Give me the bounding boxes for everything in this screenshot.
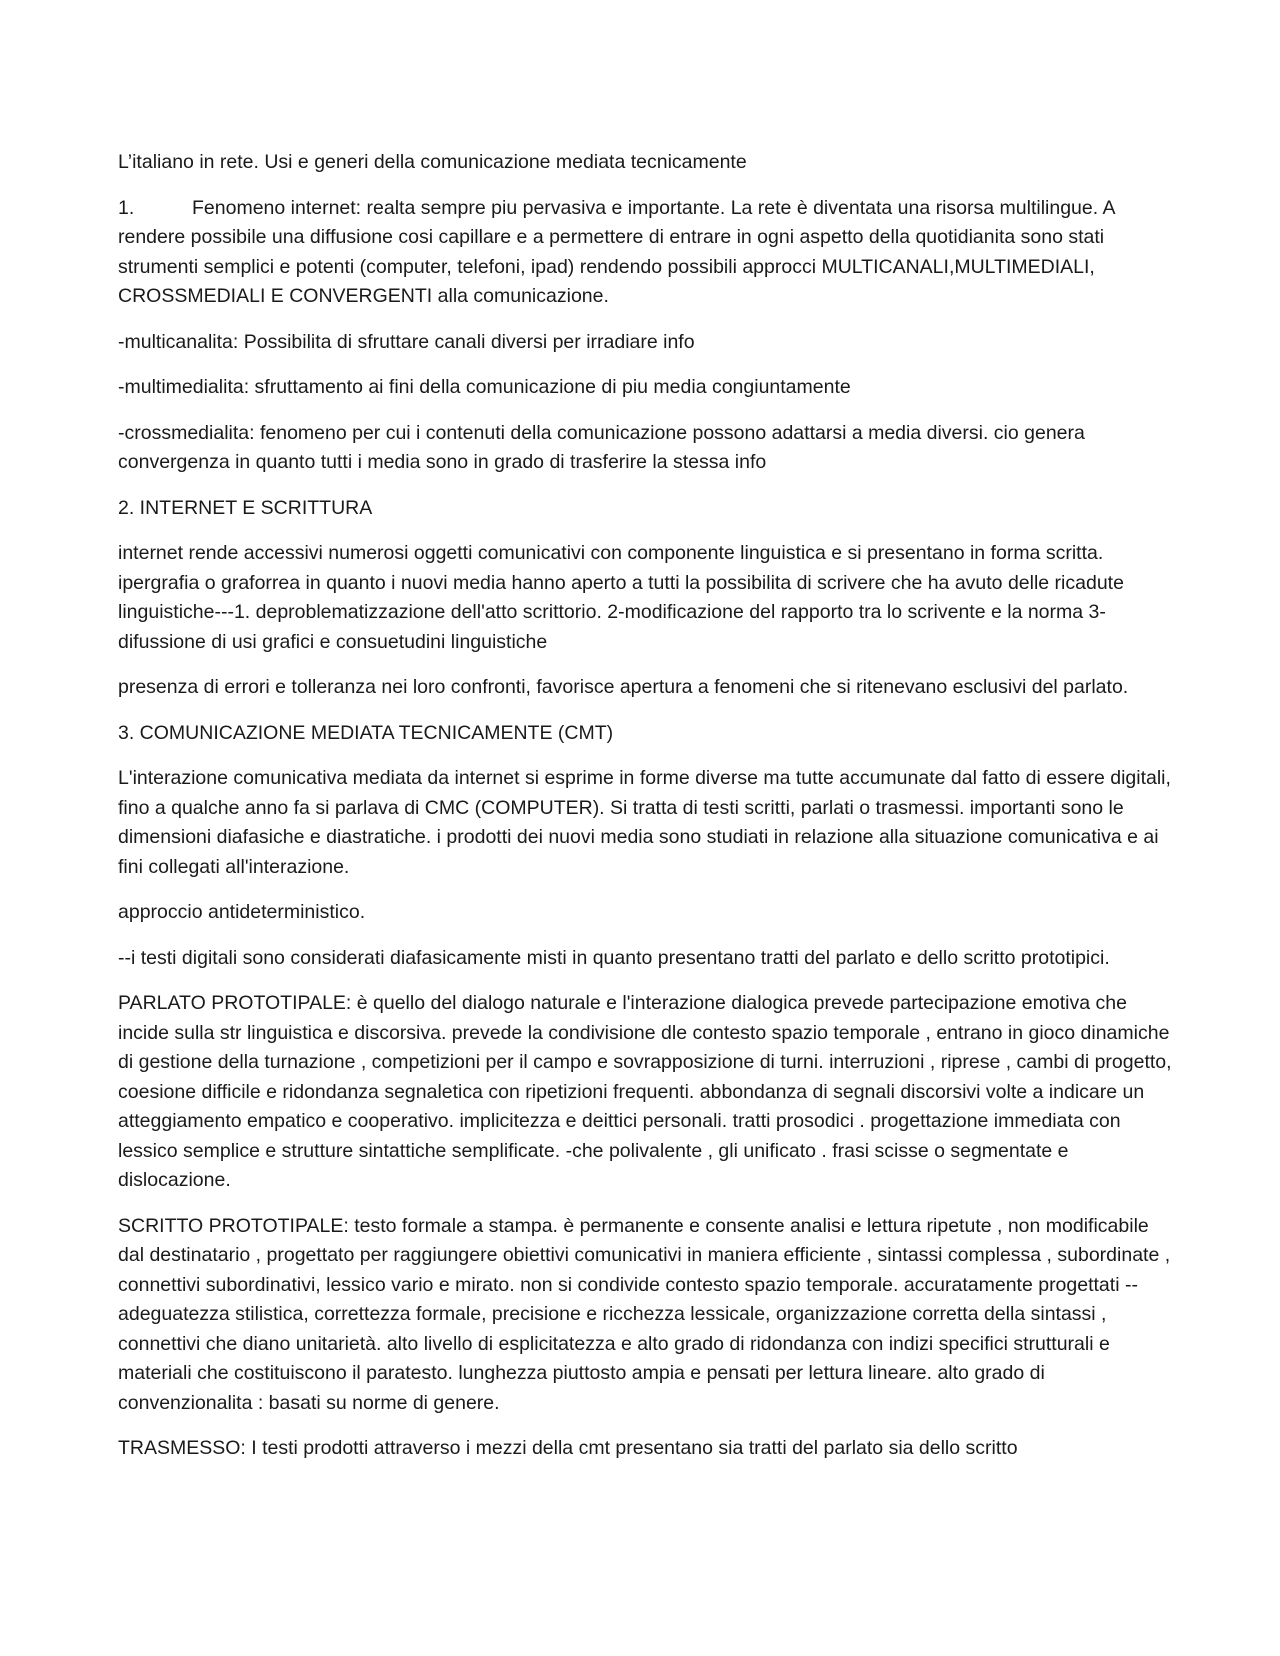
paragraph-parlato-prototipale: PARLATO PROTOTIPALE: è quello del dialogo naturale e l'interazione dialogica prevede partecipazione emotiva che incide sulla str linguistica e discorsiva. prevede la condivisione dle contesto spazio temporale , entrano in gioco dinamiche di gestione della turnazione , competizioni per il campo e sovrapposizione di turni. interruzioni , riprese , cambi di progetto, coesione difficile e ridondanza segnaletica con ripetizioni frequenti. abbondanza di segnali discorsivi volte a indicare un atteggiamento empatico e cooperativo. implicitezza e deittici personali. tratti prosodici . progettazione immediata con lessico semplice e strutture sintattiche semplificate. -che polivalente , gli unificato . frasi scisse o segmentate e dislocazione. — [118, 992, 1172, 1191]
heading-cmt: 3. COMUNICAZIONE MEDIATA TECNICAMENTE (CMT) — [118, 721, 614, 744]
paragraph-interazione: L'interazione comunicativa mediata da internet si esprime in forme diverse ma tutte accumunate dal fatto di essere digitali, fino a qualche anno fa si parlava di CMC (COMPUTER). Si tratta di testi scritti, parlati o trasmessi. importanti sono le dimensioni diafasiche e diastratiche. i prodotti dei nuovi media sono studiati in relazione alla situazione comunicativa e ai fini collegati all'interazione. — [118, 767, 1171, 878]
paragraph-multimedialita: -multimedialita: sfruttamento ai fini della comunicazione di piu media congiuntamente — [118, 376, 851, 398]
document-title: L’italiano in rete. Usi e generi della comunicazione mediata tecnicamente — [118, 151, 747, 173]
paragraph-scritto-prototipale: SCRITTO PROTOTIPALE: testo formale a stampa. è permanente e consente analisi e lettura ripetute , non modificabile dal destinatario , progettato per raggiungere obiettivi comunicativi in maniera efficiente , sintassi complessa , subordinate , connettivi subordinativi, lessico vario e mirato. non si condivide contesto spazio temporale. accuratamente progettati --adeguatezza stilistica, correttezza formale, precisione e ricchezza lessicale, organizzazione corretta della sintassi , connettivi che diano unitarietà. alto livello di esplicitatezza e alto grado di ridondanza con indizi specifici strutturali e materiali che costituiscono il paratesto. lunghezza piuttosto ampia e pensati per lettura lineare. alto grado di convenzionalita : basati su norme di genere. — [118, 1214, 1171, 1414]
paragraph-crossmedialita: -crossmedialita: fenomeno per cui i contenuti della comunicazione possono adattarsi a media diversi. cio genera convergenza in quanto tutti i media sono in grado di trasferire la stessa info — [118, 421, 1085, 473]
section-1-number: 1. — [118, 196, 135, 219]
heading-internet-e-scrittura: 2. INTERNET E SCRITTURA — [118, 496, 373, 519]
document-page — [118, 148, 1178, 1480]
paragraph-errori: presenza di errori e tolleranza nei loro confronti, favorisce apertura a fenomeni che si ritenevano esclusivi del parlato. — [118, 676, 1129, 698]
section-1-paragraph — [118, 194, 1178, 312]
paragraph-testi-digitali: --i testi digitali sono considerati diafasicamente misti in quanto presentano tratti del parlato e dello scritto prototipici. — [118, 946, 1110, 969]
section-1-text: Fenomeno internet: realta sempre piu pervasiva e importante. La rete è diventata una risorsa multilingue. A rendere possibile una diffusione cosi capillare e a permettere di entrare in ogni aspetto della quotidianita sono stati strumenti semplici e potenti (computer, telefoni, ipad) rendendo possibili approcci MULTICANALI,MULTIMEDIALI, CROSSMEDIALI E CONVERGENTI alla comunicazione. — [118, 196, 1115, 307]
paragraph-multicanalita: -multicanalita: Possibilita di sfruttare canali diversi per irradiare info — [118, 330, 695, 353]
paragraph-trasmesso: TRASMESSO: I testi prodotti attraverso i mezzi della cmt presentano sia tratti del parlato sia dello scritto — [118, 1437, 1018, 1459]
paragraph-internet: internet rende accessivi numerosi oggetti comunicativi con componente linguistica e si presentano in forma scritta. ipergrafia o graforrea in quanto i nuovi media hanno aperto a tutti la possibilita di scrivere che ha avuto delle ricadute linguistiche---1. deproblematizzazione dell'atto scrittorio. 2-modificazione del rapporto tra lo scrivente e la norma 3- difussione di usi grafici e consuetudini linguistiche — [118, 542, 1124, 653]
paragraph-approccio: approccio antideterministico. — [118, 901, 366, 923]
